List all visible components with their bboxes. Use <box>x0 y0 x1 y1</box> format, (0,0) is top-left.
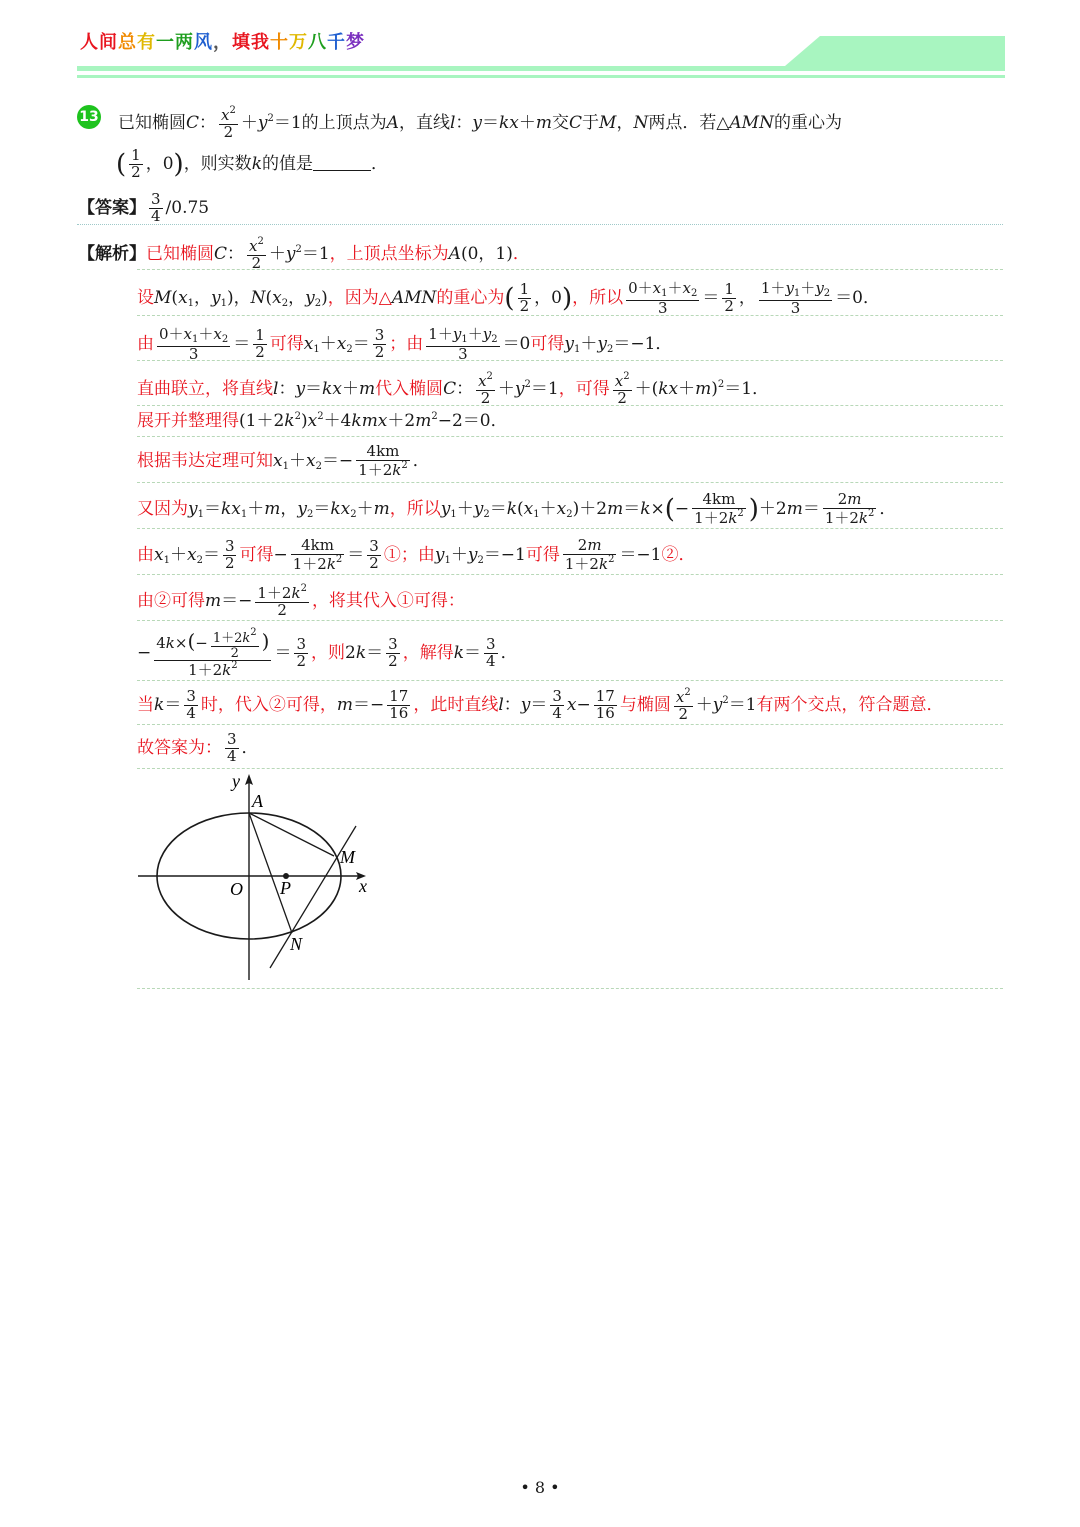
header-title-char: 人 <box>80 32 99 53</box>
header-title-char: 填 <box>232 32 251 53</box>
analysis-line-12: 故答案为： $\frac{3}{4}$ ． <box>137 730 259 765</box>
analysis-line-5: 展开并整理得$(1+2k^2)x^2+4kmx+2m^2-2=0$． <box>137 411 508 431</box>
header-accent-shape <box>785 36 1005 66</box>
ellipse-figure <box>130 768 390 988</box>
row-divider <box>137 574 1003 575</box>
label-x: x <box>359 876 367 896</box>
header-title-char: 总 <box>118 32 137 53</box>
page-number: • 8 • <box>520 1478 560 1497</box>
divider <box>77 224 1003 225</box>
analysis-line-2: 设$M(x_1$，$y_1$)，$N(x_2$，$y_2$)，因为△AMN的重心为( $\frac{1}{2}$ ，0)，所以 $\frac{0+x_1+x_2}{3}$ ＝ $\frac{1}{2}$ ， $\frac{1+y_1+y_2}{3}$ ＝0． <box>137 279 880 317</box>
label-y: y <box>232 771 240 791</box>
row-divider <box>137 528 1003 529</box>
header-title-char: 万 <box>289 32 308 53</box>
row-divider <box>137 724 1003 725</box>
row-divider <box>137 680 1003 681</box>
answer-blank <box>313 156 371 171</box>
analysis-line-3: 由 $\frac{0+x_1+x_2}{3}$ ＝ $\frac{1}{2}$ 可得$x_1+x_2=$ $\frac{3}{2}$ ；由 $\frac{1+y_1+y_2}{3}$ ＝0可得$y_1+y_2=-1$． <box>137 325 673 363</box>
header-rule-thick <box>77 66 1005 71</box>
answer-label: 【答案】 <box>78 197 146 218</box>
header-rule-thin <box>77 75 1005 78</box>
row-divider <box>137 315 1003 316</box>
question-line-2: ( $\frac{1}{2}$ ，0)，则实数k的值是 ． <box>116 146 388 181</box>
header-title-char: 两 <box>175 32 194 53</box>
label-P: P <box>280 878 291 898</box>
row-divider <box>137 436 1003 437</box>
header-title-char: 千 <box>327 32 346 53</box>
label-N: N <box>290 934 303 954</box>
analysis-line-8: 由$x_1+x_2=$ $\frac{3}{2}$ 可得− $\frac{4km}{1+2k^2}$ ＝ $\frac{3}{2}$ ①；由$y_1+y_2=-1$可得 $\frac{2m}{1+2k^2}$ ＝−1②． <box>137 536 696 573</box>
row-divider <box>137 482 1003 483</box>
analysis-line-7: 又因为$y_1=kx_1+m$，$y_2=kx_2+m$，所以$y_1+y_2=k(x_1+x_2)+2m=k\times(-$ $\frac{4km}{1+2k^2}$ )＋2m＝ $\frac{2m}{1+2k^2}$ ． <box>137 490 897 527</box>
header-title-char: 梦 <box>346 32 365 53</box>
analysis-label: 【解析】 <box>78 243 146 264</box>
header-title <box>80 28 365 54</box>
header-title-char: 八 <box>308 32 327 53</box>
answer-line: 【答案】 $\frac{3}{4}$ /0.75 <box>78 190 210 225</box>
header-title-char: 风 <box>194 32 213 53</box>
question-number-badge: 13 <box>77 105 101 129</box>
row-divider <box>137 620 1003 621</box>
header-title-char: 有 <box>137 32 156 53</box>
header-title-char: 我 <box>251 32 270 53</box>
header-title-char: 间 <box>99 32 118 53</box>
analysis-line-10: − 4k×(− $\frac{1+2k^2}{2}$ ) $1+2k^2$ ＝ $\frac{3}{2}$ ，则2k＝ $\frac{3}{2}$ ，解得k＝ $\frac{3}{4}$ ． <box>137 627 518 680</box>
analysis-line-11: 当k＝ $\frac{3}{4}$ 时，代入②可得，m＝− $\frac{17}{16}$ ，此时直线l：y＝ $\frac{3}{4}$ x− $\frac{17}{16}$ 与椭圆 $\frac{x^2}{2}$ $+y^2=1$有两个交点，符合题意． <box>137 687 944 723</box>
header-title-char: 一 <box>156 32 175 53</box>
row-divider <box>137 360 1003 361</box>
analysis-line-4: 直曲联立，将直线l：y＝kx＋m代入椭圆C： $\frac{x^2}{2}$ $+y^2=1$，可得 $\frac{x^2}{2}$ $+(kx+m)^2=1$． <box>137 371 770 407</box>
label-O: O <box>230 879 243 899</box>
label-M: M <box>340 847 355 867</box>
row-divider <box>137 405 1003 406</box>
row-divider <box>137 269 1003 270</box>
question-line-1: 已知椭圆C： $\frac{x^2}{2}$ $+y^2=1$的上顶点为A，直线l：y＝kx＋m交C于M，N两点．若△AMN的重心为 <box>118 105 842 141</box>
label-A: A <box>252 791 263 811</box>
analysis-line-1: 【解析】已知椭圆C： $\frac{x^2}{2}$ $+y^2=1$，上顶点坐标为A(0，1)． <box>78 236 530 272</box>
analysis-line-6: 根据韦达定理可知$x_1+x_2=-$ $\frac{4km}{1+2k^2}$ ． <box>137 442 430 479</box>
analysis-line-9: 由②可得m＝− $\frac{1+2k^2}{2}$ ，将其代入①可得： <box>137 583 465 619</box>
header-title-char: 十 <box>270 32 289 53</box>
header-title-char: ， <box>213 32 232 53</box>
row-divider <box>137 988 1003 989</box>
